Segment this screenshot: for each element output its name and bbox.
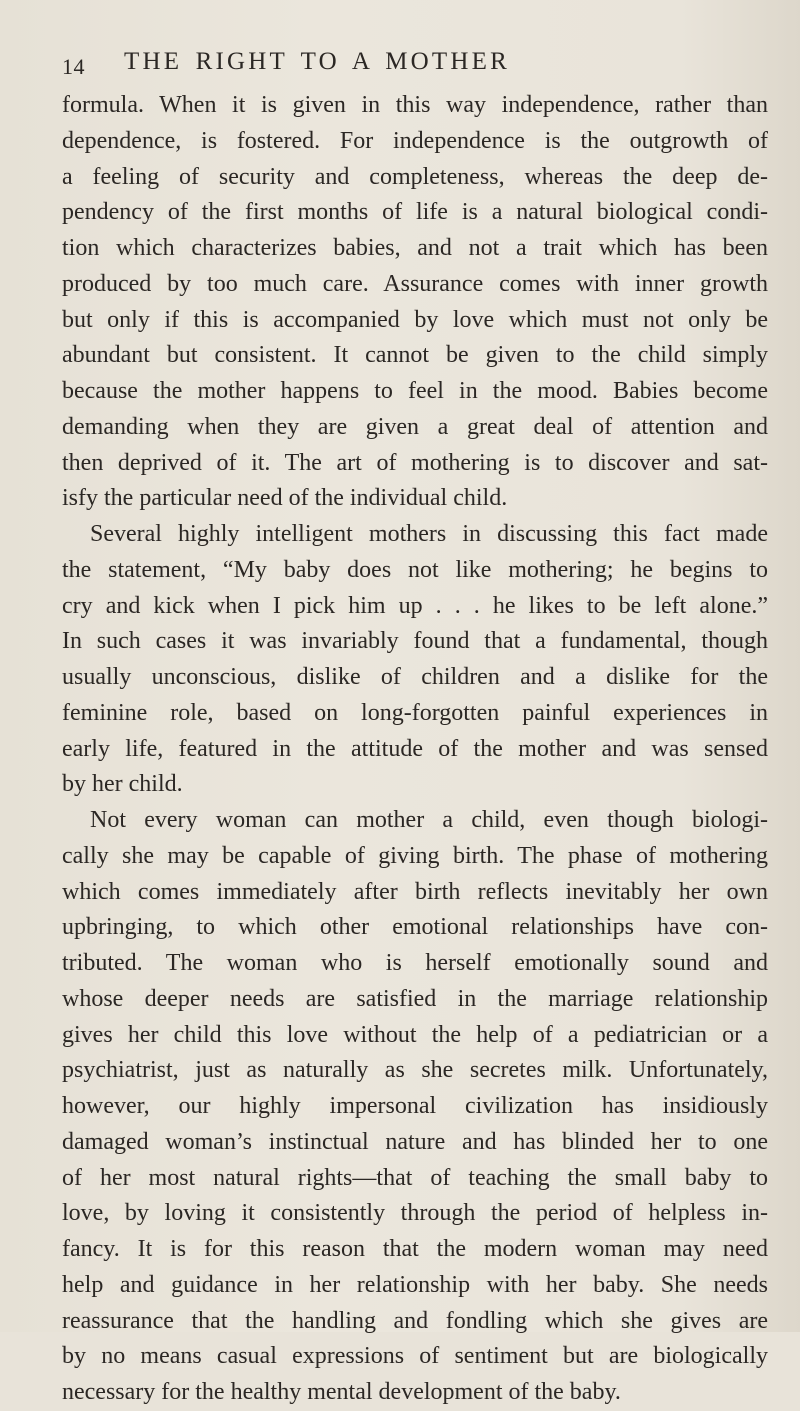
text-line: Several highly intelligent mothers in discussing this fact made (90, 521, 768, 547)
text-line: damaged woman’s instinctual nature and has blinded her to one (62, 1128, 768, 1155)
text-line: Not every woman can mother a child, even though biologi- (90, 807, 768, 833)
text-line: cally she may be capable of giving birth. The phase of mothering (62, 842, 768, 869)
text-line: but only if this is accompanied by love which must not only be (62, 306, 768, 333)
text-line: which comes immediately after birth reflects inevitably her own (62, 878, 768, 905)
text-line: by her child. (62, 771, 183, 798)
text-line: isfy the particular need of the individual child. (62, 485, 508, 512)
text-line: upbringing, to which other emotional relationships have con- (62, 914, 768, 941)
text-line: gives her child this love without the help of a pediatrician or a (62, 1021, 768, 1048)
text-line: formula. When it is given in this way independence, rather than (62, 92, 768, 118)
text-line: tributed. The woman who is herself emotionally sound and (62, 950, 768, 976)
text-line: then deprived of it. The art of mothering is to discover and sat- (62, 449, 768, 476)
text-line: by no means casual expressions of sentiment but are biologically (62, 1343, 768, 1370)
page-header (62, 48, 762, 78)
text-line: however, our highly impersonal civilization has insidiously (62, 1093, 768, 1119)
text-line: tion which characterizes babies, and not a trait which has been (62, 235, 768, 261)
text-line: fancy. It is for this reason that the modern woman may need (62, 1236, 768, 1262)
body-text (62, 88, 768, 1411)
text-line: because the mother happens to feel in the mood. Babies become (62, 378, 768, 404)
text-line: demanding when they are given a great deal of attention and (62, 413, 768, 440)
text-line: the statement, “My baby does not like mothering; he begins to (62, 556, 768, 583)
text-line: feminine role, based on long-forgotten painful experiences in (62, 699, 768, 726)
text-line: help and guidance in her relationship with her baby. She needs (62, 1271, 768, 1298)
text-line: produced by too much care. Assurance comes with inner growth (62, 270, 768, 297)
text-line: of her most natural rights—that of teaching the small baby to (62, 1164, 768, 1191)
running-head: THE RIGHT TO A MOTHER (124, 48, 510, 75)
text-line: reassurance that the handling and fondling which she gives are (62, 1307, 768, 1334)
text-line: whose deeper needs are satisfied in the marriage relationship (62, 985, 768, 1012)
text-line: early life, featured in the attitude of the mother and was sensed (62, 735, 768, 762)
text-line: dependence, is fostered. For independence is the outgrowth of (62, 127, 768, 154)
text-line: cry and kick when I pick him up . . . he likes to be left alone.” (62, 592, 768, 619)
text-line: psychiatrist, just as naturally as she secretes milk. Unfortunately, (62, 1057, 768, 1084)
text-line: usually unconscious, dislike of children and a dislike for the (62, 664, 768, 690)
text-line: necessary for the healthy mental development of the baby. (62, 1379, 621, 1405)
text-line: In such cases it was invariably found that a fundamental, though (62, 628, 768, 655)
page-number: 14 (62, 54, 85, 79)
text-line: abundant but consistent. It cannot be given to the child simply (62, 342, 768, 369)
text-line: a feeling of security and completeness, whereas the deep de- (62, 163, 768, 190)
text-line: love, by loving it consistently through the period of helpless in- (62, 1200, 768, 1227)
text-line: pendency of the first months of life is a natural biological condi- (62, 199, 768, 226)
